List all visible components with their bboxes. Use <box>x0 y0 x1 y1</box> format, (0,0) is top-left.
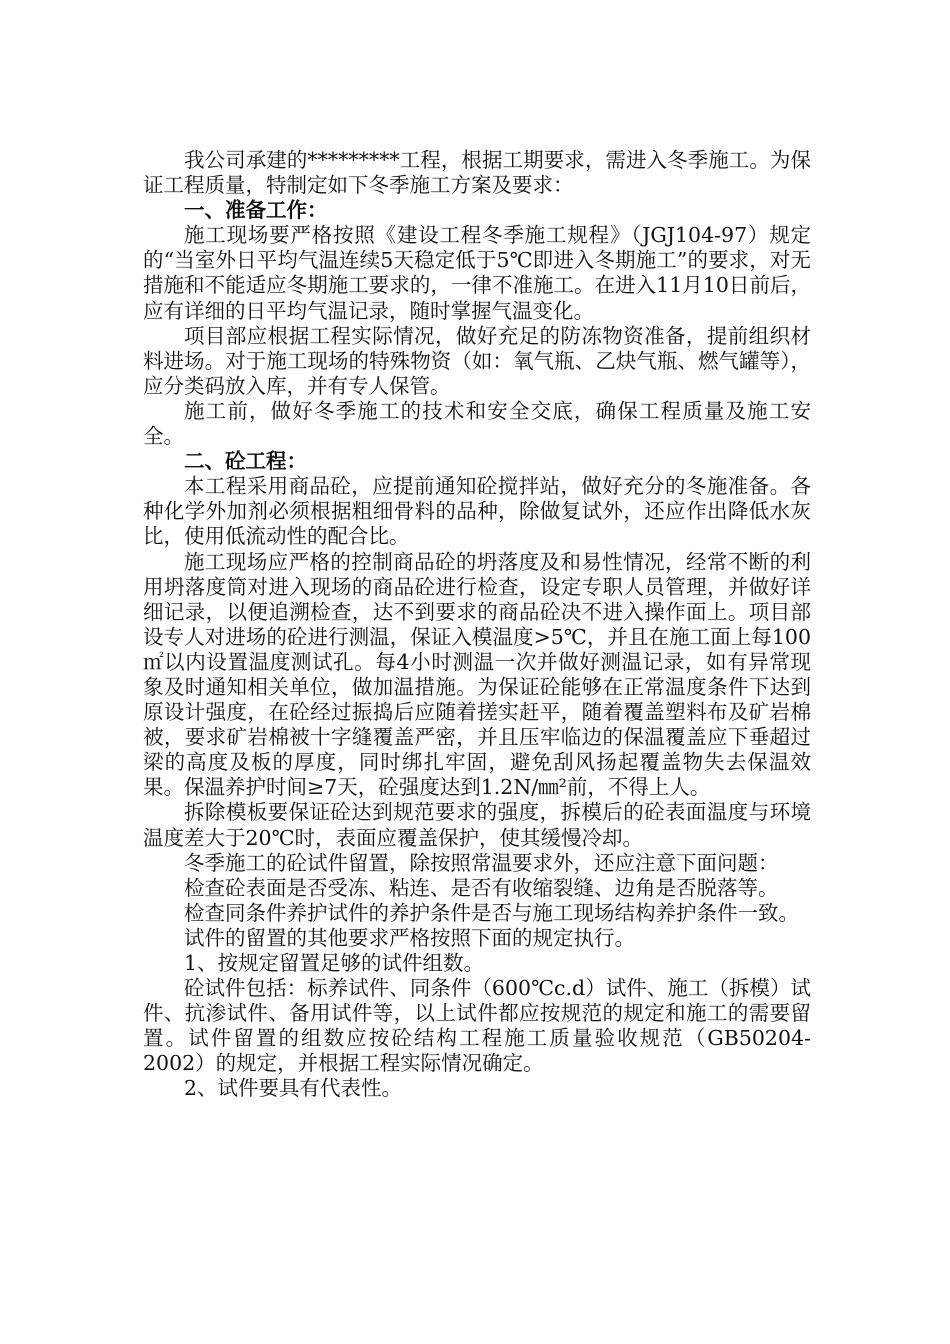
body-paragraph: 施工前，做好冬季施工的技术和安全交底，确保工程质量及施工安全。 <box>143 398 811 449</box>
body-paragraph: 本工程采用商品砼，应提前通知砼搅拌站，做好充分的冬施准备。各种化学外加剂必须根据粗细骨料的品种，除做复试外，还应作出降低水灰比，使用低流动性的配合比。 <box>143 474 811 549</box>
body-paragraph: 试件的留置的其他要求严格按照下面的规定执行。 <box>184 925 635 950</box>
body-paragraph: 冬季施工的砼试件留置，除按照常温要求外，还应注意下面问题： <box>184 850 779 875</box>
body-paragraph: 拆除模板要保证砼达到规范要求的强度，拆模后的砼表面温度与环境温度差大于20℃时，表面应覆盖保护，使其缓慢冷却。 <box>143 800 811 850</box>
section-heading-preparation: 一、准备工作： <box>184 198 328 223</box>
body-paragraph: 施工现场应严格的控制商品砼的坍落度及和易性情况，经常不断的利用坍落度筒对进入现场的商品砼进行检查，设定专职人员管理，并做好详细记录，以便追溯检查，达不到要求的商品砼决不进入操作面上。项目部设专人对进场的砼进行测温，保证入模温度>5℃，并且在施工面上每100㎡以内设置温度测试孔。每4小时测温一次并做好测温记录，如有异常现象及时通知相关单位，做加温措施。为保证砼能够在正常温度条件下达到原设计强度，在砼经过振捣后应随着搓实赶平，随着覆盖塑料布及矿岩棉被，要求矿岩棉被十字缝覆盖严密，并且压牢临边的保温覆盖应下垂超过梁的高度及板的厚度，同时绑扎牢固，避免刮风扬起覆盖物失去保温效果。保温养护时间≥7天，砼强度达到1.2N/㎜²前，不得上人。 <box>143 549 811 800</box>
body-paragraph: 检查同条件养护试件的养护条件是否与施工现场结构养护条件一致。 <box>184 900 799 925</box>
body-paragraph: 砼试件包括：标养试件、同条件（600℃c.d）试件、施工（拆模）试件、抗渗试件、备用试件等，以上试件都应按规范的规定和施工的需要留置。试件留置的组数应按砼结构工程施工质量验收规范（GB50204-2002）的规定，并根据工程实际情况确定。 <box>143 976 811 1076</box>
numbered-item: 2、试件要具有代表性。 <box>184 1076 403 1101</box>
section-heading-concrete: 二、砼工程： <box>184 449 307 474</box>
body-paragraph: 项目部应根据工程实际情况，做好充足的防冻物资准备，提前组织材料进场。对于施工现场的特殊物资（如：氧气瓶、乙炔气瓶、燃气罐等），应分类码放入库，并有专人保管。 <box>143 323 811 398</box>
numbered-item: 1、按规定留置足够的试件组数。 <box>184 951 485 975</box>
body-paragraph: 检查砼表面是否受冻、粘连、是否有收缩裂缝、边角是否脱落等。 <box>184 875 779 900</box>
document-body <box>143 148 811 1102</box>
body-paragraph: 施工现场要严格按照《建设工程冬季施工规程》（JGJ104-97）规定的“当室外日平均气温连续5天稳定低于5℃即进入冬期施工”的要求，对无措施和不能适应冬期施工要求的，一律不准施工。在进入11月10日前后，应有详细的日平均气温记录，随时掌握气温变化。 <box>143 223 811 323</box>
intro-paragraph: 我公司承建的*********工程，根据工期要求，需进入冬季施工。为保证工程质量，特制定如下冬季施工方案及要求： <box>143 148 811 198</box>
